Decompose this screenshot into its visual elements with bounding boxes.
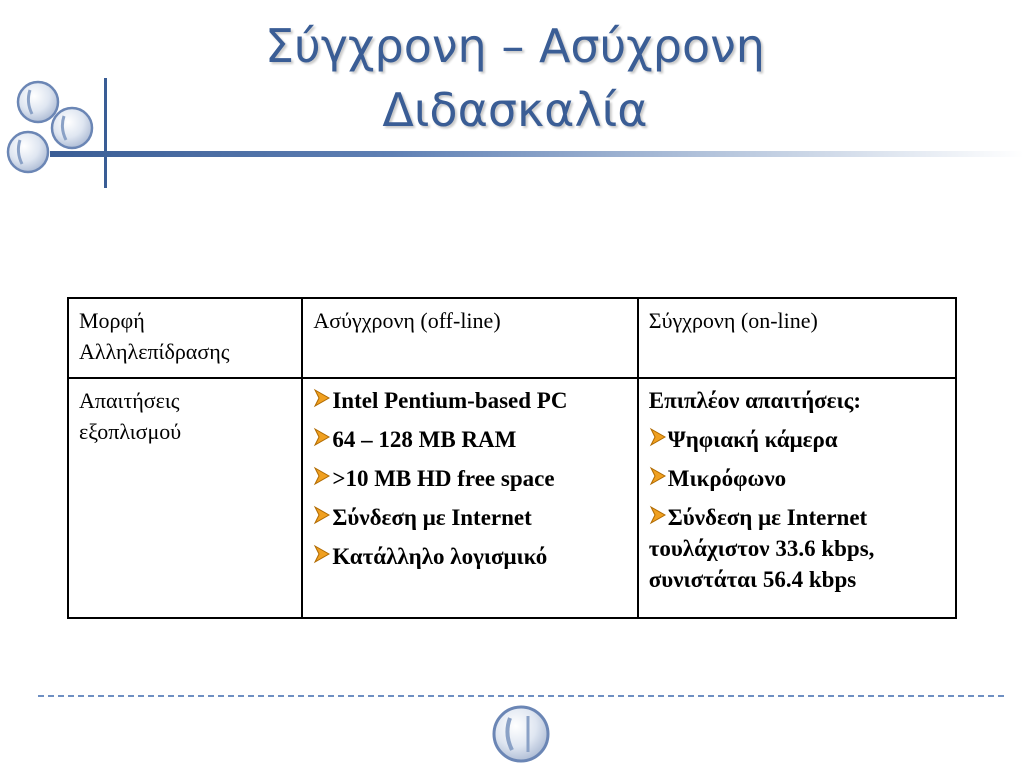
slide-title-line-2: Διδασκαλία — [382, 83, 648, 137]
row-label-cell — [68, 378, 302, 618]
title-vertical-rule — [104, 78, 107, 188]
row-label-line-1: Απαιτήσεις — [79, 388, 180, 413]
header-interaction-line-1: Μορφή — [79, 308, 145, 333]
header-interaction-line-2: Αλληλεπίδρασης — [79, 339, 230, 364]
list-item: >10 MB HD free space — [313, 463, 626, 494]
list-item: Σύνδεση με Internet — [313, 502, 626, 533]
header-cell-asynchronous: Ασύγχρονη (off-line) — [302, 298, 637, 378]
header-cell-synchronous: Σύγχρονη (on-line) — [638, 298, 956, 378]
cd-discs-logo-icon — [0, 72, 110, 192]
async-requirements-cell — [302, 378, 637, 618]
cd-disc-logo-icon — [488, 702, 554, 766]
list-item: 64 – 128 MB RAM — [313, 424, 626, 455]
footer-dashed-divider — [38, 695, 1004, 697]
list-item: Κατάλληλο λογισμικό — [313, 541, 626, 572]
arrow-bullet-icon — [313, 544, 331, 564]
header-cell-interaction-type — [68, 298, 302, 378]
row-label-line-2: εξοπλισμού — [79, 419, 182, 444]
arrow-bullet-icon — [313, 466, 331, 486]
arrow-bullet-icon — [313, 505, 331, 525]
arrow-bullet-icon — [313, 427, 331, 447]
slide-title-line-1: Σύγχρονη – Ασύχρονη — [265, 19, 765, 73]
comparison-table — [67, 297, 957, 619]
sync-lead-text: Επιπλέον απαιτήσεις: — [648, 388, 861, 413]
arrow-bullet-icon — [649, 505, 667, 525]
list-item: Intel Pentium-based PC — [313, 385, 626, 416]
arrow-bullet-icon — [649, 466, 667, 486]
arrow-bullet-icon — [649, 427, 667, 447]
table-row-equipment — [68, 378, 956, 618]
slide-title — [120, 14, 910, 142]
list-item: Ψηφιακή κάμερα — [649, 424, 945, 455]
table-header-row — [68, 298, 956, 378]
title-horizontal-rule — [50, 151, 1024, 157]
sync-requirements-cell — [638, 378, 956, 618]
list-item: Σύνδεση με Internet τουλάχιστον 33.6 kbps, συνιστάται 56.4 kbps — [648, 505, 875, 592]
arrow-bullet-icon — [313, 388, 331, 408]
list-item: Μικρόφωνο — [649, 463, 945, 494]
